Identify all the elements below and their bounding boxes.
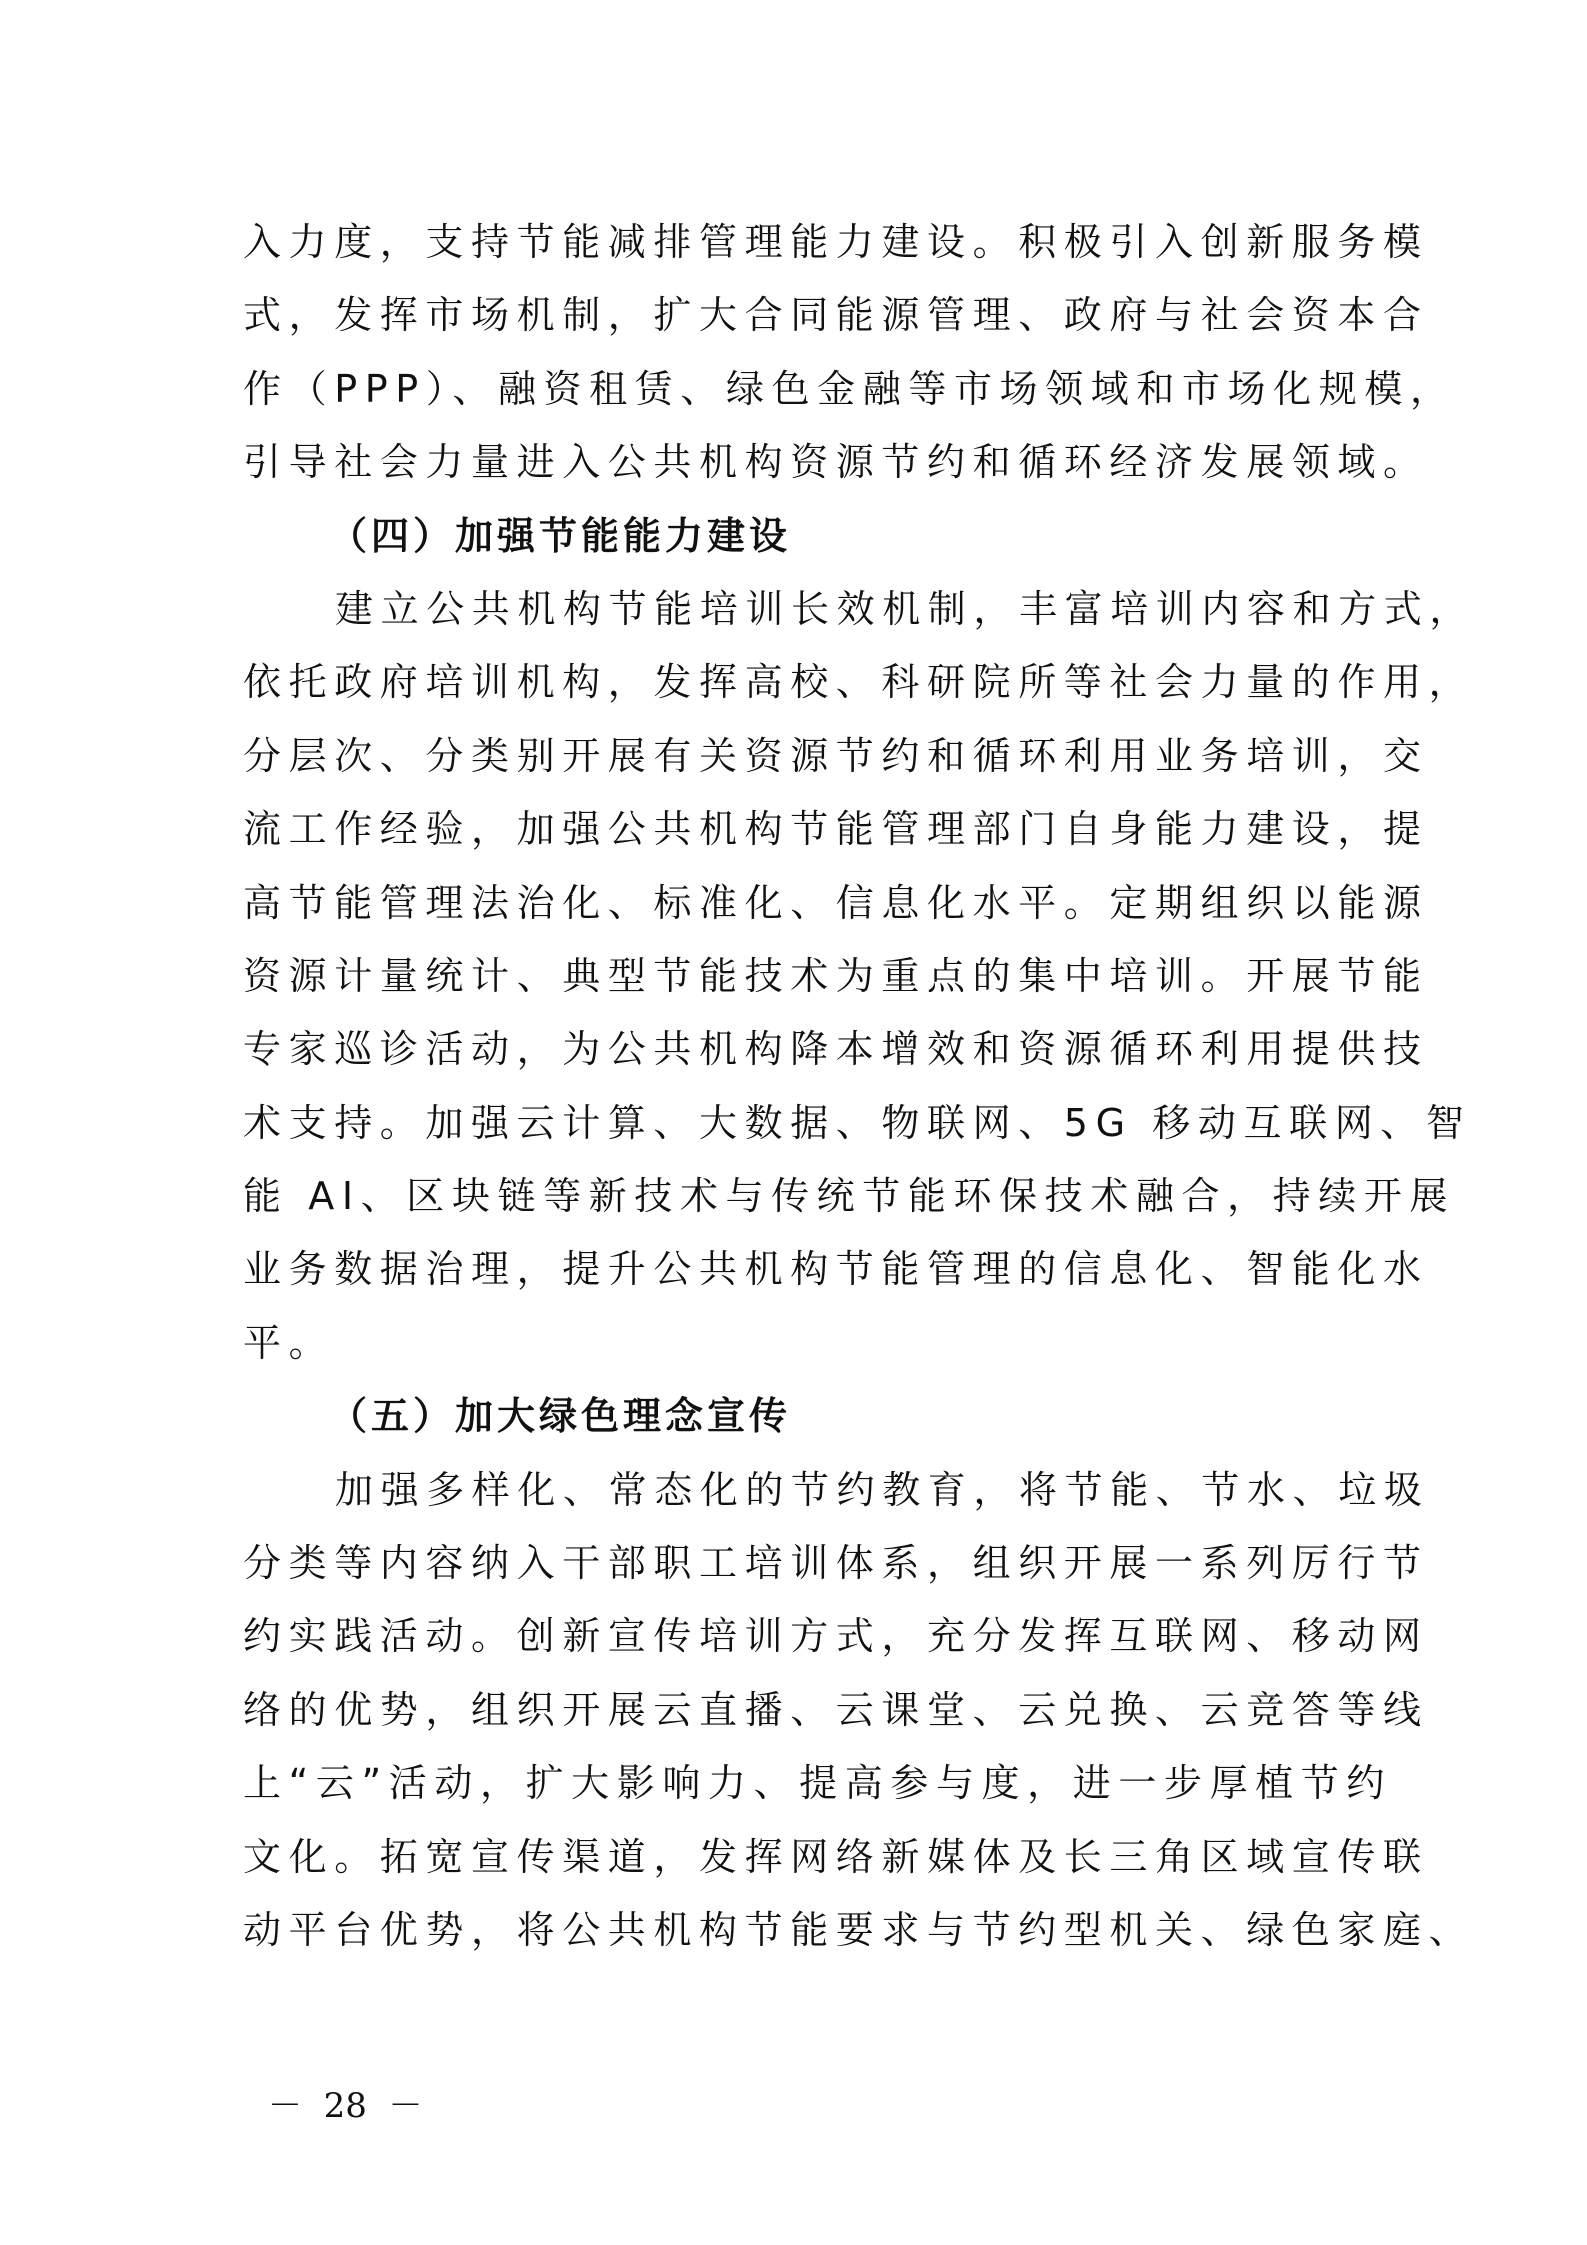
text-line: 作（PPP）、融资租赁、绿色金融等市场领域和市场化规模，	[243, 366, 1456, 411]
text-line: 能 AI、区块链等新技术与传统节能环保技术融合，持续开展	[243, 1174, 1456, 1219]
paragraph-capacity-building	[243, 573, 1476, 1380]
page-number: － 28 －	[268, 2086, 423, 2126]
section-heading-4: （四）加强节能能力建设	[329, 513, 792, 558]
text-line: 式，发挥市场机制，扩大合同能源管理、政府与社会资本合	[243, 293, 1429, 338]
text-line: 络的优势，组织开展云直播、云课堂、云兑换、云竞答等线	[243, 1687, 1429, 1732]
text-line: 高节能管理法治化、标准化、信息化水平。定期组织以能源	[243, 880, 1429, 925]
text-line: 建立公共机构节能培训长效机制，丰富培训内容和方式，	[335, 586, 1476, 631]
text-line: 入力度，支持节能减排管理能力建设。积极引入创新服务模	[243, 220, 1429, 264]
text-line: 加强多样化、常态化的节约教育，将节能、节水、垃圾	[335, 1467, 1430, 1512]
text-line: 业务数据治理，提升公共机构节能管理的信息化、智能化水	[243, 1247, 1429, 1292]
section-heading-5: （五）加大绿色理念宣传	[329, 1394, 792, 1439]
text-line: 平。	[243, 1320, 335, 1365]
text-line: 术支持。加强云计算、大数据、物联网、5G 移动互联网、智	[243, 1100, 1472, 1145]
text-line: 依托政府培训机构，发挥高校、科研院所等社会力量的作用，	[243, 660, 1475, 705]
text-line: 资源计量统计、典型节能技术为重点的集中培训。开展节能	[243, 953, 1429, 998]
text-line: 上“云”活动，扩大影响力、提高参与度，进一步厚植节约	[243, 1761, 1392, 1806]
text-line: 流工作经验，加强公共机构节能管理部门自身能力建设，提	[243, 807, 1429, 852]
text-line: 分层次、分类别开展有关资源节约和循环利用业务培训，交	[243, 733, 1429, 778]
text-line: 分类等内容纳入干部职工培训体系，组织开展一系列厉行节	[243, 1541, 1429, 1586]
paragraph-continuation	[243, 206, 1456, 500]
text-line: 动平台优势，将公共机构节能要求与节约型机关、绿色家庭、	[243, 1907, 1475, 1952]
text-line: 文化。拓宽宣传渠道，发挥网络新媒体及长三角区域宣传联	[243, 1834, 1429, 1879]
text-line: 专家巡诊活动，为公共机构降本增效和资源循环利用提供技	[243, 1027, 1429, 1072]
document-page	[243, 206, 1476, 1967]
paragraph-green-awareness	[243, 1454, 1475, 1968]
text-line: 约实践活动。创新宣传培训方式，充分发挥互联网、移动网	[243, 1614, 1429, 1659]
text-line: 引导社会力量进入公共机构资源节约和循环经济发展领域。	[243, 440, 1429, 485]
